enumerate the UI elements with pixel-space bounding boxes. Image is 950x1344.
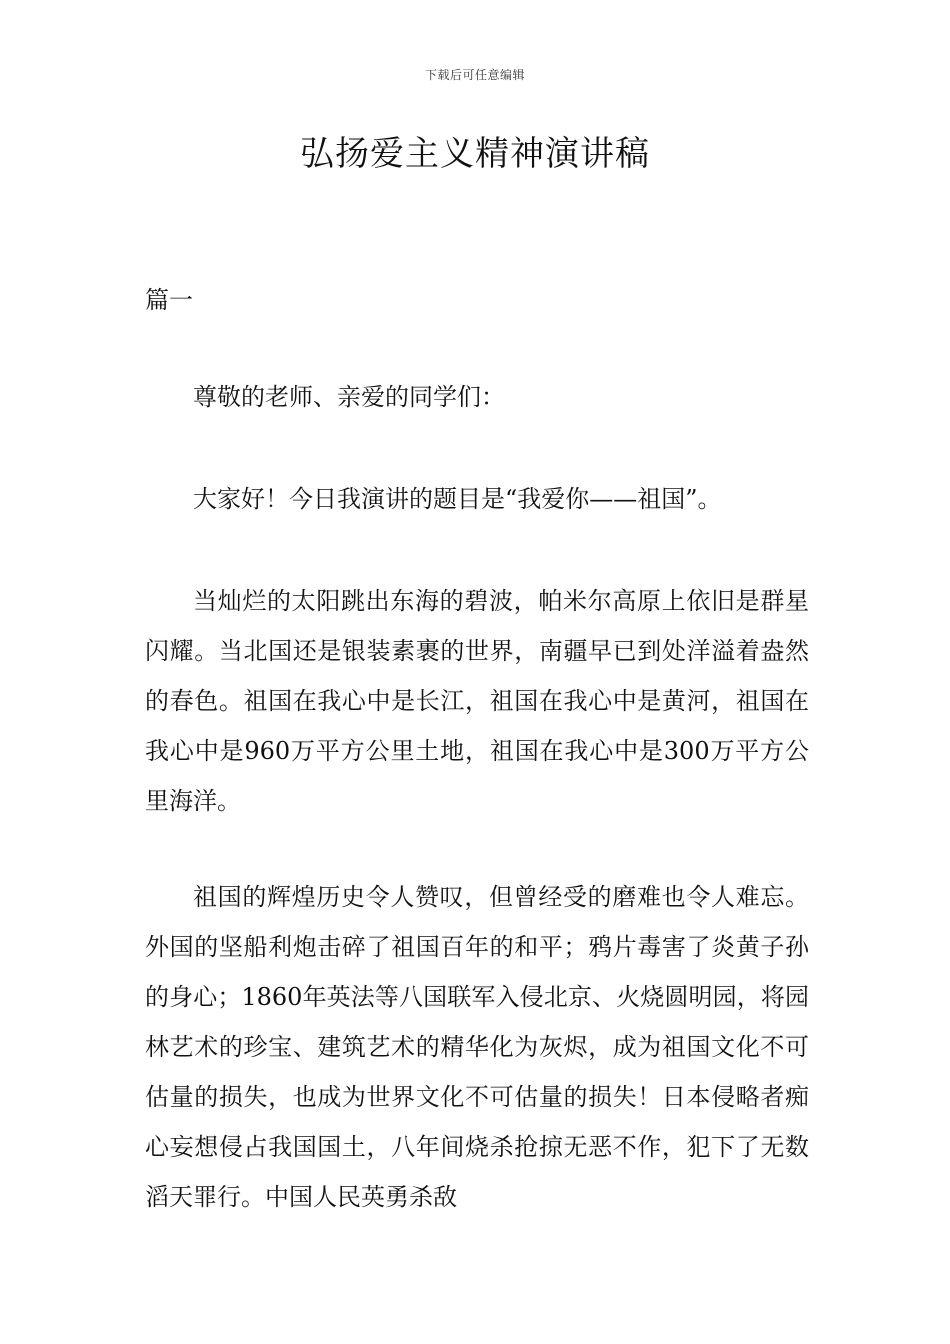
paragraph-body: 祖国的辉煌历史令人赞叹，但曾经受的磨难也令人难忘。外国的坚船利炮击碎了祖国百年的和平；鸦片毒害了炎黄子孙的身心；1860年英法等八国联军入侵北京、火烧圆明园，将园林艺术的珍宝、建筑艺术的精华化为灰烬，成为祖国文化不可估量的损失，也成为世界文化不可估量的损失！日本侵略者痴心妄想侵占我国国土，八年间烧杀抢掠无恶不作，犯下了无数滔天罪行。中国人民英勇杀敌 [145,883,809,1211]
section-label: 篇一 [145,286,193,314]
header-note: 下载后可任意编辑 [424,68,525,82]
paragraph-intro: 大家好！今日我演讲的题目是“我爱你——祖国”。 [193,485,722,513]
paragraph-body: 当灿烂的太阳跳出东海的碧波，帕米尔高原上依旧是群星闪耀。当北国还是银装素裹的世界，南疆早已到处洋溢着盎然的春色。祖国在我心中是长江，祖国在我心中是黄河，祖国在我心中是960万平方公里土地，祖国在我心中是300万平方公里海洋。 [145,587,809,815]
paragraph-greeting: 尊敬的老师、亲爱的同学们： [193,383,505,411]
document-title: 弘扬爱主义精神演讲稿 [300,134,650,174]
